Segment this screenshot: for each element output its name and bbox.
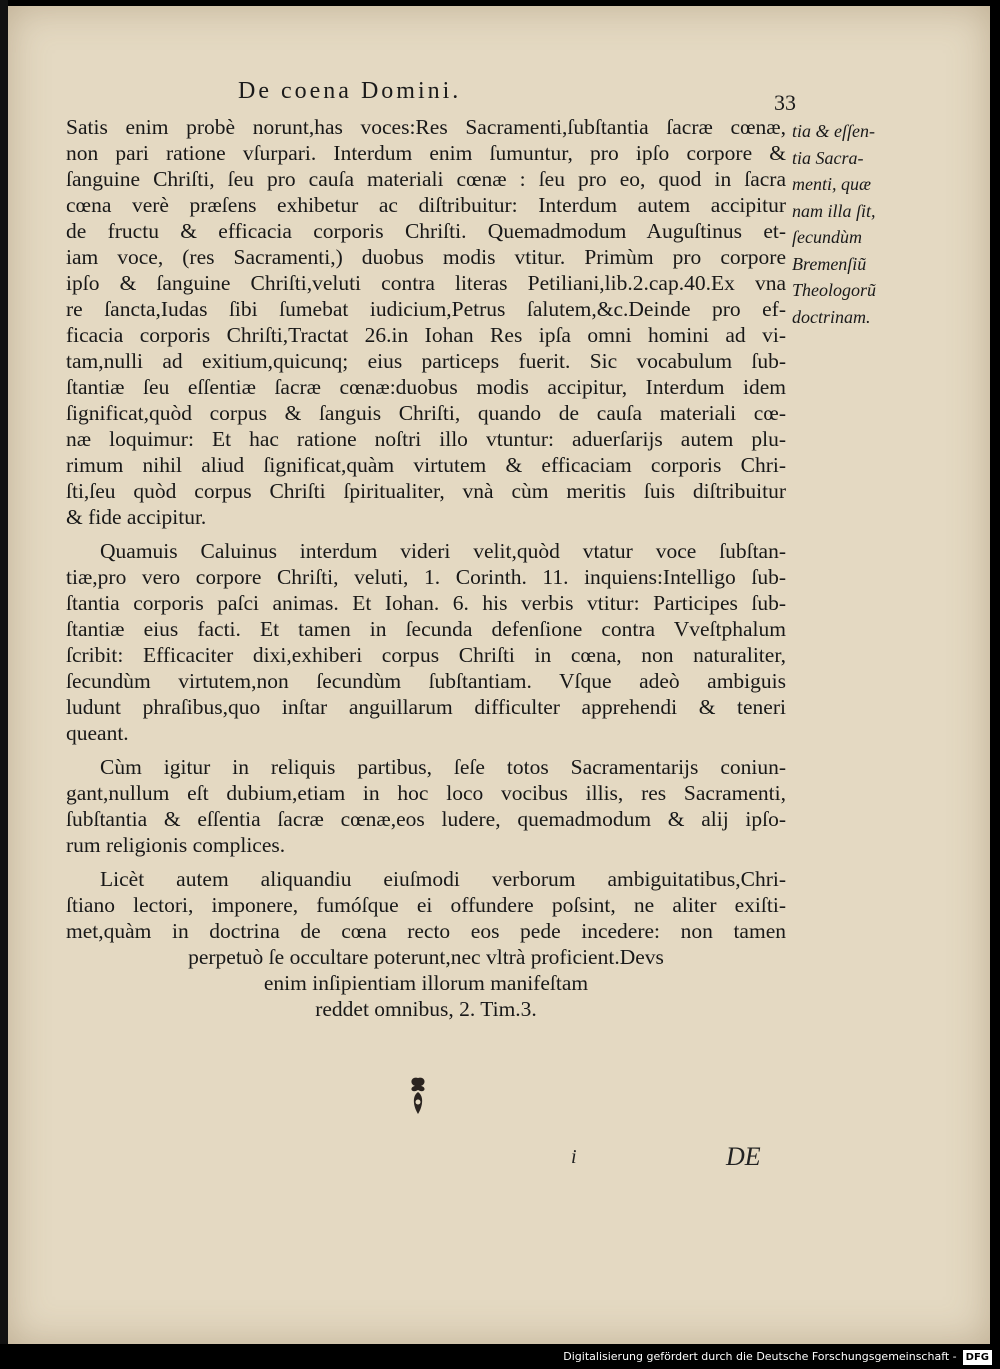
marginal-note-line: ſecundùm [792, 227, 862, 247]
paragraph [66, 866, 786, 1022]
marginal-note-line: doctrinam. [792, 306, 871, 327]
text-line: & fide accipitur. [66, 505, 207, 529]
main-text [66, 114, 786, 1030]
text-line: enim inſipientiam illorum manifeſtam [263, 971, 589, 995]
marginal-note-line: menti, quæ [792, 174, 871, 194]
marginal-note-line: nam illa ſit, [792, 200, 876, 221]
footer-bar [0, 1344, 1000, 1369]
text-line: ſti,ſeu quòd corpus Chriſti ſpiritualiter, vnà cùm meritis ſuis diſtribuitur [66, 479, 786, 503]
text-line: met,quàm in doctrina de cœna recto eos pede incedere: non tamen [66, 919, 786, 943]
page-number: 33 [774, 90, 796, 115]
running-title: De coena Domini. [238, 78, 462, 104]
catchword: DE [726, 1142, 761, 1171]
text-line: ludunt phraſibus,quo inſtar anguillarum difficulter apprehendi & teneri [66, 695, 786, 719]
text-line: queant. [66, 721, 129, 745]
text-line: rimum nihil aliud ſignificat,quàm virtutem & efficaciam corporis Chri- [66, 453, 786, 477]
text-line: perpetuò ſe occultare poterunt,nec vltrà proficient.Devs [188, 945, 664, 969]
text-line: ipſo & ſanguine Chriſti,veluti contra literas Petiliani,lib.2.cap.40.Ex vna [66, 271, 786, 295]
paragraph [66, 538, 786, 746]
marginal-note-line: tia & eſſen- [792, 121, 875, 141]
text-line: ficacia corporis Chriſti,Tractat 26.in Iohan Res ipſa omni homini ad vi- [66, 323, 786, 347]
text-line: gant,nullum eſt dubium,etiam in hoc loco vocibus illis, res Sacramenti, [66, 781, 786, 805]
text-line: ſtantia corporis paſci animas. Et Iohan. 6. his verbis vtitur: Participes ſub- [66, 591, 786, 615]
dfg-logo: DFG [963, 1350, 992, 1365]
text-line: non pari ratione vſurpari. Interdum enim ſumuntur, pro ipſo corpore & [66, 141, 786, 165]
text-line: ſcribit: Efficaciter dixi,exhiberi corpus Chriſti in cœna, non naturaliter, [66, 643, 786, 667]
text-line: cœna verè præſens exhibetur ac diſtribuitur: Interdum autem accipitur [66, 193, 786, 217]
text-line: ſtantiæ eius facti. Et tamen in ſecunda defenſione contra Vveſtphalum [66, 617, 786, 641]
text-line: de fructu & efficacia corporis Chriſti. Quemadmodum Auguſtinus et- [66, 219, 786, 243]
signature-mark: i [571, 1146, 577, 1168]
text-line: tam,nulli ad exitium,quicunq; eius particeps fuerit. Sic vocabulum ſub- [66, 349, 786, 373]
text-line: re ſancta,Iudas ſibi ſumebat iudicium,Petrus ſalutem,&c.Deinde pro ef- [66, 297, 786, 321]
text-line: ſignificat,quòd corpus & ſanguis Chriſti, quando de cauſa materiali cœ- [66, 401, 786, 425]
marginal-note-line: Theologorũ [792, 280, 877, 300]
scan-edge [0, 0, 8, 1369]
text-line: Licèt autem aliquandiu eiuſmodi verborum ambiguitatibus,Chri- [100, 867, 786, 891]
text-line: iam voce, (res Sacramenti,) duobus modis vtitur. Primùm pro corpore [66, 245, 786, 269]
text-line: ſubſtantia & eſſentia ſacræ cœnæ,eos ludere, quemadmodum & alij ipſo- [66, 807, 786, 831]
text-line: tiæ,pro vero corpore Chriſti, veluti, 1. Corinth. 11. inquiens:Intelligo ſub- [66, 565, 786, 589]
text-line: ſanguine Chriſti, ſeu pro cauſa materiali cœnæ : ſeu pro eo, quod in ſacra [66, 167, 786, 191]
text-line: ſtantiæ ſeu eſſentiæ ſacræ cœnæ:duobus modis accipitur, Interdum idem [66, 375, 786, 399]
text-line: Satis enim probè norunt,has voces:Res Sacramenti,ſubſtantia ſacræ cœnæ, [66, 115, 786, 139]
text-line: Quamuis Caluinus interdum videri velit,quòd vtatur voce ſubſtan- [100, 539, 786, 563]
paragraph [66, 754, 786, 858]
text-line: rum religionis complices. [66, 833, 286, 857]
marginal-note [792, 118, 922, 330]
text-line: reddet omnibus, 2. Tim.3. [315, 997, 537, 1021]
marginal-note-line: tia Sacra- [792, 147, 864, 168]
text-line: ſtiano lectori, imponere, fumóſque ei offundere poſsint, ne aliter exiſti- [66, 893, 786, 917]
text-line: ſecundùm virtutem,non ſecundùm ſubſtantiam. Vſque adeò ambiguis [66, 669, 786, 693]
fleuron-ornament-icon [403, 1074, 433, 1118]
marginal-note-line: Bremenſiũ [792, 253, 867, 274]
footer-text: Digitalisierung gefördert durch die Deutsche Forschungsgemeinschaft - [563, 1350, 957, 1363]
text-line: næ loquimur: Et hac ratione noſtri illo vtuntur: aduerſarijs autem plu- [66, 427, 786, 451]
paragraph [66, 114, 786, 530]
book-page [8, 6, 990, 1344]
text-line: Cùm igitur in reliquis partibus, ſeſe totos Sacramentarijs coniun- [100, 755, 786, 779]
